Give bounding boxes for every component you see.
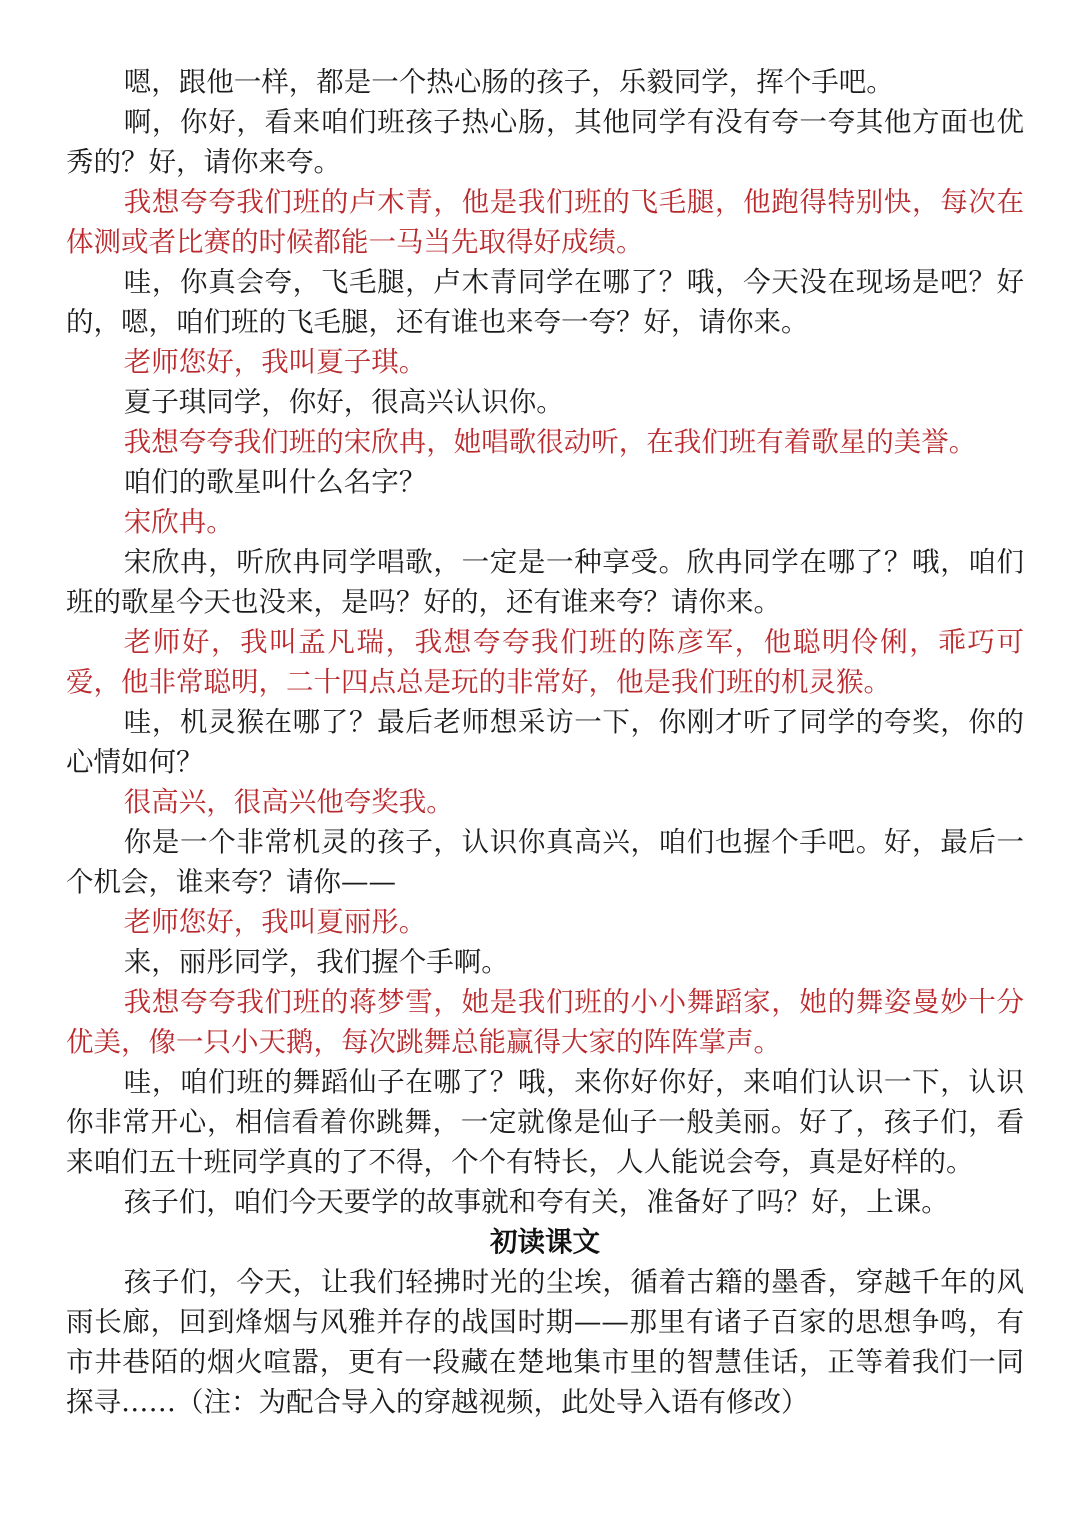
student-line: 我想夸夸我们班的宋欣冉，她唱歌很动听，在我们班有着歌星的美誉。 bbox=[123, 426, 977, 458]
student-line: 老师您好，我叫夏丽彤。 bbox=[123, 906, 427, 938]
teacher-line: 孩子们，咱们今天要学的故事就和夸有关，准备好了吗？好，上课。 bbox=[123, 1186, 949, 1218]
teacher-line: 哇，你真会夸，飞毛腿，卢木青同学在哪了？哦，今天没在现场是吧？好的，嗯，咱们班的飞毛腿，还有谁也来夸一夸？好，请你来。 bbox=[66, 266, 1024, 338]
teacher-line: 来，丽彤同学，我们握个手啊。 bbox=[123, 946, 509, 978]
student-line: 我想夸夸我们班的卢木青，他是我们班的飞毛腿，他跑得特别快，每次在体测或者比赛的时候都能一马当先取得好成绩。 bbox=[66, 186, 1024, 258]
teacher-line: 嗯，跟他一样，都是一个热心肠的孩子，乐毅同学，挥个手吧。 bbox=[123, 66, 894, 98]
student-line: 我想夸夸我们班的蒋梦雪，她是我们班的小小舞蹈家，她的舞姿曼妙十分优美，像一只小天鹅，每次跳舞总能赢得大家的阵阵掌声。 bbox=[66, 986, 1024, 1058]
teacher-line: 孩子们，今天，让我们轻拂时光的尘埃，循着古籍的墨香，穿越千年的风雨长廊，回到烽烟与风雅并存的战国时期——那里有诸子百家的思想争鸣，有市井巷陌的烟火喧嚣，更有一段藏在楚地集市里的智慧佳话，正等着我们一同探寻……（注：为配合导入的穿越视频，此处导入语有修改） bbox=[66, 1266, 1024, 1418]
teacher-line: 咱们的歌星叫什么名字？ bbox=[123, 466, 427, 498]
lesson-transcript bbox=[66, 62, 1024, 1422]
teacher-line: 哇，咱们班的舞蹈仙子在哪了？哦，来你好你好，来咱们认识一下，认识你非常开心，相信看着你跳舞，一定就像是仙子一般美丽。好了，孩子们，看来咱们五十班同学真的了不得，个个有特长，人人能说会夸，真是好样的。 bbox=[66, 1066, 1024, 1178]
section-heading: 初读课文 bbox=[490, 1226, 600, 1258]
student-line: 很高兴，很高兴他夸奖我。 bbox=[123, 786, 454, 818]
teacher-line: 啊，你好，看来咱们班孩子热心肠，其他同学有没有夸一夸其他方面也优秀的？好，请你来夸。 bbox=[66, 106, 1024, 178]
student-line: 老师好，我叫孟凡瑞，我想夸夸我们班的陈彦军，他聪明伶俐，乖巧可爱，他非常聪明，二十四点总是玩的非常好，他是我们班的机灵猴。 bbox=[66, 626, 1024, 698]
student-line: 宋欣冉。 bbox=[123, 506, 234, 538]
student-line: 老师您好，我叫夏子琪。 bbox=[123, 346, 427, 378]
teacher-line: 宋欣冉，听欣冉同学唱歌，一定是一种享受。欣冉同学在哪了？哦，咱们班的歌星今天也没来，是吗？好的，还有谁来夸？请你来。 bbox=[66, 546, 1024, 618]
teacher-line: 哇，机灵猴在哪了？最后老师想采访一下，你刚才听了同学的夸奖，你的心情如何？ bbox=[66, 706, 1024, 778]
teacher-line: 夏子琪同学，你好，很高兴认识你。 bbox=[123, 386, 564, 418]
teacher-line: 你是一个非常机灵的孩子，认识你真高兴，咱们也握个手吧。好，最后一个机会，谁来夸？请你—— bbox=[66, 826, 1024, 898]
